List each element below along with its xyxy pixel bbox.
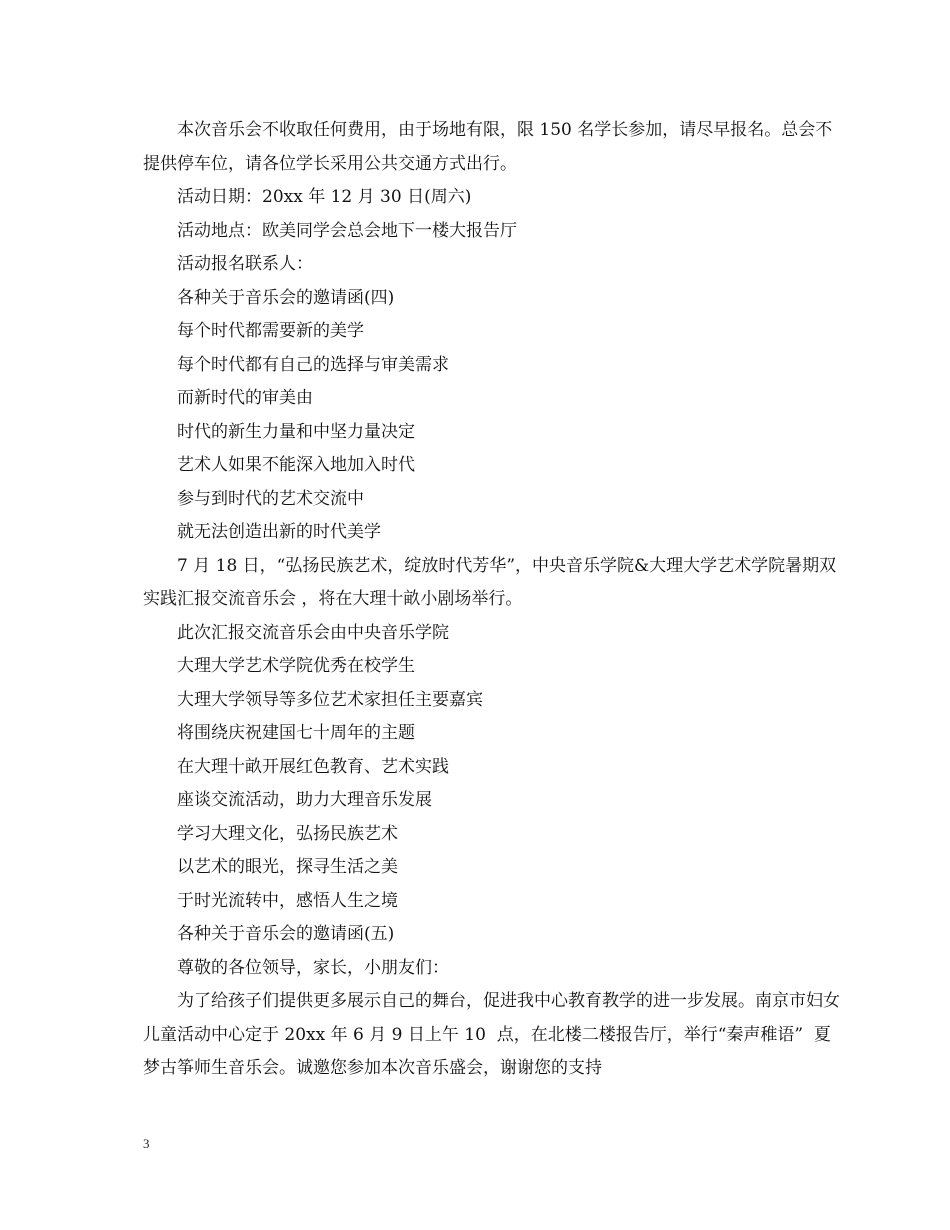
- paragraph: 此次汇报交流音乐会由中央音乐学院: [177, 622, 449, 643]
- paragraph: 座谈交流活动，助力大理音乐发展: [177, 790, 432, 810]
- paragraph: 就无法创造出新的时代美学: [177, 522, 381, 542]
- paragraph: 大理大学艺术学院优秀在校学生: [177, 656, 415, 676]
- page-number: 3: [143, 1136, 150, 1151]
- paragraph: 活动地点：欧美同学会总会地下一楼大报告厅: [177, 220, 517, 241]
- paragraph: 每个时代都需要新的美学: [177, 321, 364, 341]
- paragraph: 7 月 18 日，“弘扬民族艺术，绽放时代芳华”，中央音乐学院&大理大学艺术学院暑期双实践汇报交流音乐会 ，将在大理十畝小剧场举行。: [143, 555, 837, 609]
- paragraph: 活动报名联系人：: [177, 254, 313, 274]
- paragraph: 于时光流转中，感悟人生之境: [177, 890, 398, 911]
- paragraph: 为了给孩子们提供更多展示自己的舞台，促进我中心教育教学的进一步发展。南京市妇女儿童活动中心定于 20xx 年 6 月 9 日上午 10 点，在北楼二楼报告厅，举行“秦声稚语” 夏梦古筝师生音乐会。诚邀您参加本次音乐盛会，谢谢您的支持: [143, 991, 840, 1078]
- paragraph: 尊敬的各位领导，家长，小朋友们：: [177, 957, 449, 978]
- paragraph: 本次音乐会不收取任何费用，由于场地有限，限 150 名学长参加，请尽早报名。总会不提供停车位，请各位学长采用公共交通方式出行。: [143, 120, 833, 174]
- paragraph: 大理大学领导等多位艺术家担任主要嘉宾: [177, 689, 483, 710]
- paragraph: 各种关于音乐会的邀请函(四): [177, 287, 395, 308]
- paragraph: 参与到时代的艺术交流中: [177, 488, 364, 509]
- paragraph: 在大理十畝开展红色教育、艺术实践: [177, 756, 449, 777]
- paragraph: 活动日期：20xx 年 12 月 30 日(周六): [177, 187, 472, 207]
- paragraph: 以艺术的眼光，探寻生活之美: [177, 857, 398, 877]
- paragraph: 而新时代的审美由: [177, 388, 313, 408]
- paragraph: 学习大理文化，弘扬民族艺术: [177, 823, 398, 844]
- document-body: [143, 114, 843, 1086]
- paragraph: 艺术人如果不能深入地加入时代: [177, 455, 415, 475]
- paragraph: 将围绕庆祝建国七十周年的主题: [177, 723, 415, 743]
- paragraph: 每个时代都有自己的选择与审美需求: [177, 354, 449, 375]
- paragraph: 时代的新生力量和中坚力量决定: [177, 421, 415, 442]
- paragraph: 各种关于音乐会的邀请函(五): [177, 924, 395, 944]
